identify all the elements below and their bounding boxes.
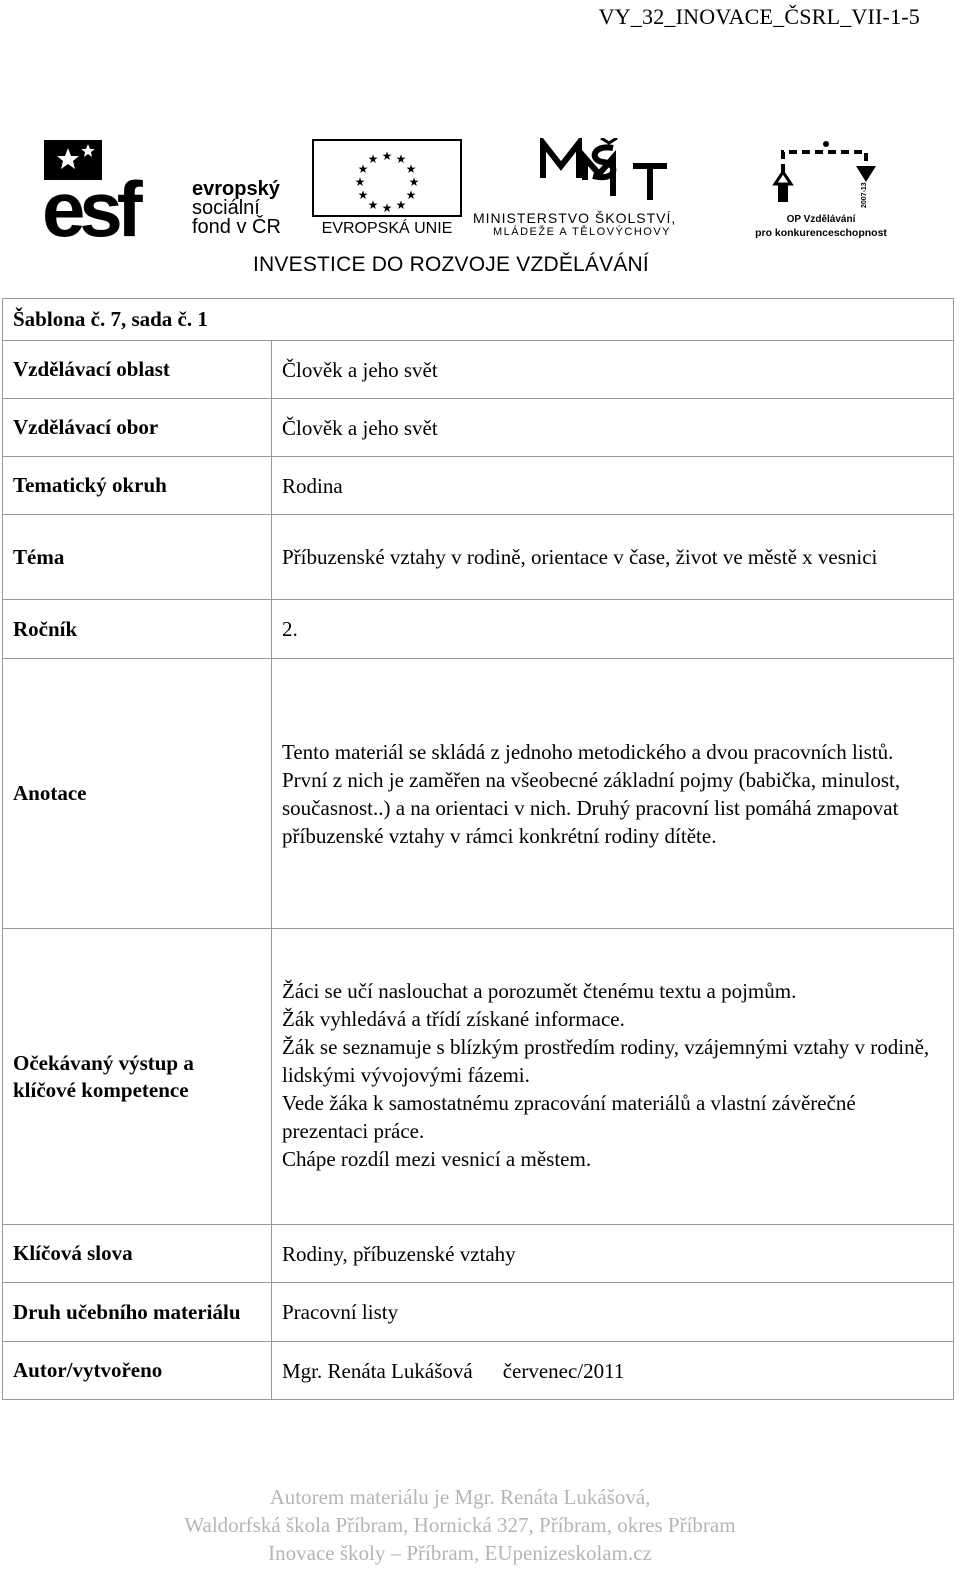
esf-line1: evropský: [192, 178, 280, 200]
vystup-line: Žáci se učí naslouchat a porozumět čtenému textu a pojmům.: [282, 978, 797, 1003]
table-row: [3, 1342, 954, 1400]
svg-text:★: ★: [381, 201, 393, 215]
svg-text:esf: esf: [42, 165, 137, 238]
vystup-line: Žák se seznamuje s blízkým prostředím rodiny, vzájemnými vztahy v rodině, lidskými vývojovými fázemi.: [282, 1034, 930, 1087]
op-mark-icon: [738, 138, 904, 212]
tema-value: Příbuzenské vztahy v rodině, orientace v čase, život ve městě x vesnici: [272, 515, 954, 600]
table-row: [3, 929, 954, 1225]
vystup-line: Žák vyhledává a třídí získané informace.: [282, 1006, 625, 1031]
svg-text:★: ★: [395, 198, 407, 212]
metadata-table: [2, 298, 954, 1400]
rocnik-label: Ročník: [3, 600, 272, 659]
svg-text:★: ★: [381, 149, 393, 163]
autor-name: Mgr. Renáta Lukášová: [282, 1358, 473, 1383]
esf-line2: sociální: [192, 197, 260, 219]
autor-label: Autor/vytvořeno: [3, 1342, 272, 1400]
footer-line3: Inovace školy – Příbram, EUpenizeskolam.cz: [268, 1541, 652, 1565]
op-line1: OP Vzdělávání: [786, 214, 856, 225]
svg-text:★: ★: [395, 152, 407, 166]
footer-line1: Autorem materiálu je Mgr. Renáta Lukášová,: [269, 1485, 651, 1509]
svg-text:★: ★: [405, 162, 417, 176]
table-row: [3, 457, 954, 515]
tema-label: Téma: [3, 515, 272, 600]
eu-label: EVROPSKÁ UNIE: [321, 220, 453, 237]
svg-text:★: ★: [367, 152, 379, 166]
msmt-line2: MLÁDEŽE A TĚLOVÝCHOVY: [493, 226, 672, 238]
table-row: [3, 399, 954, 457]
table-row: [3, 1283, 954, 1342]
svg-text:★: ★: [408, 175, 420, 189]
autor-value: [272, 1342, 954, 1400]
druh-label: Druh učebního materiálu: [3, 1283, 272, 1342]
oblast-label: Vzdělávací oblast: [3, 341, 272, 399]
footer-line2: Waldorfská škola Příbram, Hornická 327, Příbram, okres Příbram: [184, 1513, 736, 1537]
esf-logo: [40, 138, 300, 238]
msmt-mark-icon: [473, 138, 733, 208]
obor-value: Člověk a jeho svět: [272, 399, 954, 457]
footer: [0, 1483, 920, 1567]
oblast-value: Člověk a jeho svět: [272, 341, 954, 399]
esf-mark-icon: [40, 138, 190, 238]
vystup-line: Chápe rozdíl mezi vesnicí a městem.: [282, 1146, 592, 1171]
msmt-line1: MINISTERSTVO ŠKOLSTVÍ,: [473, 210, 677, 226]
svg-text:2007-13: 2007-13: [861, 182, 868, 208]
okruh-label: Tematický okruh: [3, 457, 272, 515]
slova-value: Rodiny, příbuzenské vztahy: [272, 1225, 954, 1283]
msmt-logo: [473, 138, 733, 238]
table-row: [3, 600, 954, 659]
svg-text:★: ★: [405, 188, 417, 202]
svg-text:★: ★: [367, 198, 379, 212]
eu-flag-icon: [312, 138, 462, 218]
tagline: INVESTICE DO ROZVOJE VZDĚLÁVÁNÍ: [253, 253, 649, 276]
obor-label: Vzdělávací obor: [3, 399, 272, 457]
table-row: [3, 659, 954, 929]
table-row: [3, 1225, 954, 1283]
table-row: [3, 341, 954, 399]
document-code: VY_32_INOVACE_ČSRL_VII-1-5: [598, 4, 920, 29]
op-line2: pro konkurenceschopnost: [755, 227, 887, 239]
op-logo: [738, 138, 904, 238]
rocnik-value: 2.: [272, 600, 954, 659]
logo-band: [40, 138, 920, 248]
sablona-cell: Šablona č. 7, sada č. 1: [3, 299, 954, 341]
svg-text:★: ★: [354, 175, 366, 189]
vystup-line: Vede žáka k samostatnému zpracování materiálů a vlastní závěrečné prezentaci práce.: [282, 1090, 856, 1143]
okruh-value: Rodina: [272, 457, 954, 515]
vystup-label: Očekávaný výstup a klíčové kompetence: [3, 929, 272, 1225]
svg-text:★: ★: [357, 188, 369, 202]
slova-label: Klíčová slova: [3, 1225, 272, 1283]
table-row: [3, 299, 954, 341]
anotace-label: Anotace: [3, 659, 272, 929]
eu-logo: [312, 138, 462, 238]
autor-date: červenec/2011: [502, 1358, 625, 1383]
druh-value: Pracovní listy: [272, 1283, 954, 1342]
esf-line3: fond v ČR: [192, 216, 281, 238]
anotace-value: Tento materiál se skládá z jednoho metodického a dvou pracovních listů. První z nich je zaměřen na všeobecné základní pojmy (babička, minulost, současnost..) a na orientaci v nich. Druhý pracovní list pomáhá zmapovat příbuzenské vztahy v rámci konkrétní rodiny dítěte.: [272, 659, 954, 929]
svg-text:★: ★: [357, 162, 369, 176]
vystup-value: [272, 929, 954, 1225]
table-row: [3, 515, 954, 600]
